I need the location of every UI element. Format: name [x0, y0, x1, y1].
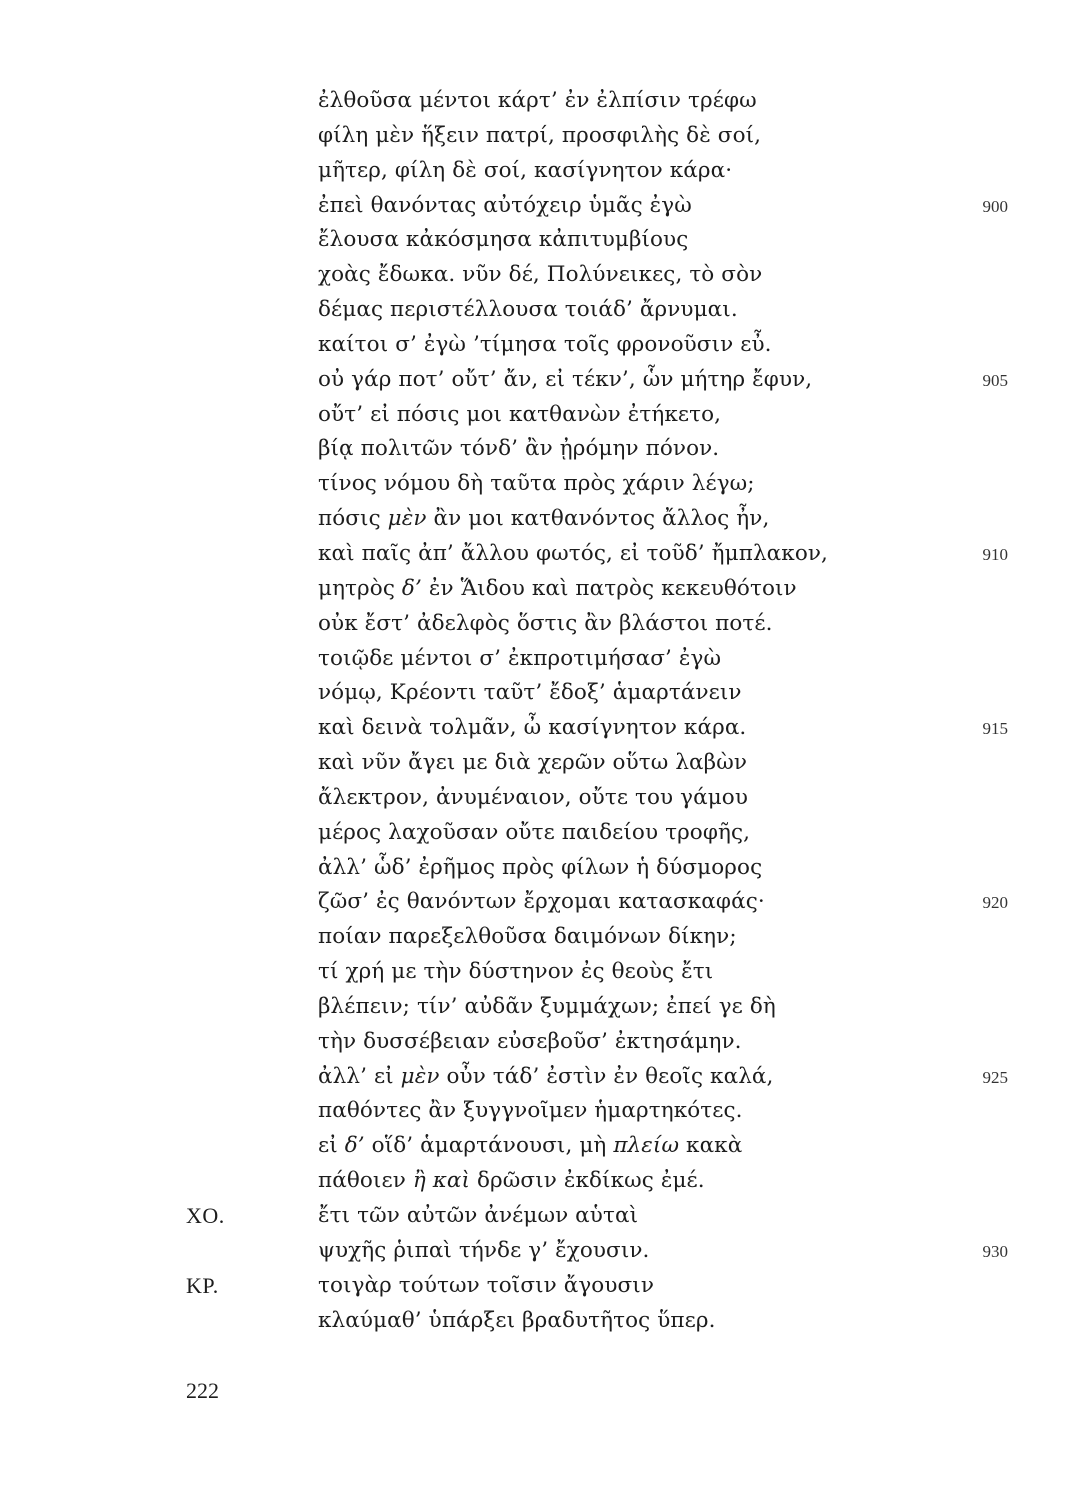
verse-text: ἐλθοῦσα μέντοι κάρτ’ ἐν ἐλπίσιν τρέφω: [318, 88, 757, 113]
verse-text: βίᾳ πολιτῶν τόνδ’ ἂν ᾐρόμην πόνον.: [318, 436, 720, 462]
verse-text: ἄλεκτρον, ἀνυμέναιον, οὔτε του γάμου: [318, 784, 748, 810]
verse-line: [0, 154, 1069, 189]
verse-line: [0, 1025, 1069, 1060]
verse-text: βλέπειν; τίν’ αὐδᾶν ξυμμάχων; ἐπεί γε δὴ: [318, 993, 776, 1019]
verse-segment: ἀλλ’ εἰ: [318, 1063, 401, 1089]
verse-text: φίλη μὲν ἥξειν πατρί, προσφιλὴς δὲ σοί,: [318, 122, 762, 148]
verse-text: καίτοι σ’ ἐγὼ ’τίμησα τοῖς φρονοῦσιν εὖ.: [318, 331, 772, 357]
verse-line: [0, 328, 1069, 363]
verse-segment: πόσις: [318, 506, 388, 532]
verse-line: [0, 119, 1069, 154]
verse-line: [0, 746, 1069, 781]
verse-text: [318, 1164, 705, 1198]
verse-block: [0, 84, 1069, 1338]
verse-text: ἔλουσα κἀκόσμησα κἀπιτυμβίους: [318, 227, 689, 253]
verse-line: [0, 711, 1069, 746]
verse-line: [0, 1129, 1069, 1164]
line-number: 900: [982, 196, 1008, 216]
verse-text: ψυχῆς ῥιπαὶ τήνδε γ’ ἔχουσιν.: [318, 1237, 650, 1263]
line-number: 920: [982, 893, 1008, 913]
verse-text: τοιῷδε μέντοι σ’ ἐκπροτιμήσασ’ ἐγὼ: [318, 645, 722, 671]
verse-segment: μητρὸς: [318, 575, 402, 601]
line-number: 915: [982, 719, 1008, 739]
verse-segment: δρῶσιν ἐκδίκως ἐμέ.: [470, 1168, 705, 1194]
verse-text: τίνος νόμου δὴ ταῦτα πρὸς χάριν λέγω;: [318, 471, 755, 497]
line-number: 910: [982, 544, 1008, 564]
verse-text: νόμῳ, Κρέοντι ταῦτ’ ἔδοξ’ ἁμαρτάνειν: [318, 680, 742, 706]
verse-italic-segment: μὲν: [400, 1063, 440, 1089]
line-number: 930: [982, 1241, 1008, 1261]
verse-line: [0, 781, 1069, 816]
verse-text: [318, 1129, 742, 1163]
verse-segment: ἂν μοι κατθανόντος ἄλλος ἦν,: [426, 506, 770, 532]
verse-text: [318, 1060, 773, 1094]
verse-text: χοὰς ἔδωκα. νῦν δέ, Πολύνεικες, τὸ σὸν: [318, 262, 763, 288]
verse-italic-segment: ἢ καὶ: [412, 1168, 471, 1194]
verse-line: [0, 1094, 1069, 1129]
verse-text: τοιγὰρ τούτων τοῖσιν ἄγουσιν: [318, 1272, 654, 1298]
verse-text: [318, 502, 769, 536]
verse-text: [318, 572, 797, 606]
verse-text: καὶ δεινὰ τολμᾶν, ὦ κασίγνητον κάρα.: [318, 715, 747, 741]
verse-text: κλαύμαθ’ ὑπάρξει βραδυτῆτος ὕπερ.: [318, 1307, 716, 1333]
verse-line: [0, 1164, 1069, 1199]
verse-line: [0, 642, 1069, 677]
verse-segment: οἵδ’ ἁμαρτάνουσι, μὴ: [364, 1133, 614, 1159]
verse-line: [0, 432, 1069, 467]
verse-italic-segment: δ’: [401, 575, 422, 601]
verse-text: μέρος λαχοῦσαν οὔτε παιδείου τροφῆς,: [318, 819, 751, 845]
verse-text: τὴν δυσσέβειαν εὐσεβοῦσ’ ἐκτησάμην.: [318, 1028, 742, 1054]
verse-text: ζῶσ’ ἐς θανόντων ἔρχομαι κατασκαφάς·: [318, 889, 765, 915]
verse-italic-segment: μὲν: [387, 506, 427, 532]
verse-italic-segment: πλείω: [613, 1133, 680, 1159]
line-number: 925: [982, 1067, 1008, 1087]
verse-line: [0, 223, 1069, 258]
verse-text: παθόντες ἂν ξυγγνοῖμεν ἡμαρτηκότες.: [318, 1098, 743, 1124]
verse-line: [0, 955, 1069, 990]
verse-line: [0, 1234, 1069, 1269]
verse-line: [0, 1199, 1069, 1234]
speaker-label: ΚΡ.: [186, 1272, 219, 1298]
verse-line: [0, 293, 1069, 328]
verse-segment: ἐν Ἅιδου καὶ πατρὸς κεκευθότοιν: [421, 575, 797, 601]
verse-text: ἀλλ’ ὧδ’ ἐρῆμος πρὸς φίλων ἡ δύσμορος: [318, 854, 763, 880]
verse-text: δέμας περιστέλλουσα τοιάδ’ ἄρνυμαι.: [318, 297, 738, 323]
verse-line: [0, 920, 1069, 955]
verse-segment: εἰ: [318, 1133, 345, 1159]
verse-line: [0, 537, 1069, 572]
verse-text: ἐπεὶ θανόντας αὐτόχειρ ὑμᾶς ἐγὼ: [318, 192, 692, 218]
speaker-label: ΧΟ.: [186, 1203, 225, 1228]
verse-text: καὶ νῦν ἄγει με διὰ χερῶν οὕτω λαβὼν: [318, 750, 748, 776]
verse-line: [0, 258, 1069, 293]
verse-segment: κακὰ: [679, 1133, 743, 1159]
verse-line: [0, 189, 1069, 224]
verse-text: μῆτερ, φίλη δὲ σοί, κασίγνητον κάρα·: [318, 157, 733, 183]
verse-line: [0, 607, 1069, 642]
verse-line: [0, 398, 1069, 433]
verse-line: [0, 467, 1069, 502]
verse-line: [0, 1269, 1069, 1304]
verse-line: [0, 676, 1069, 711]
verse-italic-segment: δ’: [344, 1133, 365, 1159]
verse-segment: οὖν τάδ’ ἐστὶν ἐν θεοῖς καλά,: [439, 1063, 774, 1089]
verse-line: [0, 851, 1069, 886]
line-number: 905: [982, 370, 1008, 390]
verse-text: οὐ γάρ ποτ’ οὔτ’ ἄν, εἰ τέκν’, ὧν μήτηρ ἔφυν,: [318, 366, 813, 392]
verse-line: [0, 363, 1069, 398]
verse-text: τί χρή με τὴν δύστηνον ἐς θεοὺς ἔτι: [318, 959, 714, 985]
page-number: 222: [186, 1378, 219, 1403]
verse-line: [0, 572, 1069, 607]
verse-line: [0, 84, 1069, 119]
verse-line: [0, 502, 1069, 537]
verse-text: καὶ παῖς ἀπ’ ἄλλου φωτός, εἰ τοῦδ’ ἤμπλακον,: [318, 540, 828, 566]
verse-segment: πάθοιεν: [318, 1168, 413, 1194]
verse-line: [0, 1060, 1069, 1095]
verse-text: οὔτ’ εἰ πόσις μοι κατθανὼν ἐτήκετο,: [318, 401, 722, 427]
verse-line: [0, 885, 1069, 920]
verse-line: [0, 990, 1069, 1025]
verse-line: [0, 816, 1069, 851]
verse-text: οὐκ ἔστ’ ἀδελφὸς ὅστις ἂν βλάστοι ποτέ.: [318, 610, 773, 636]
verse-line: [0, 1304, 1069, 1339]
verse-text: ἔτι τῶν αὐτῶν ἀνέμων αὑταὶ: [318, 1203, 639, 1228]
verse-text: ποίαν παρεξελθοῦσα δαιμόνων δίκην;: [318, 924, 737, 950]
